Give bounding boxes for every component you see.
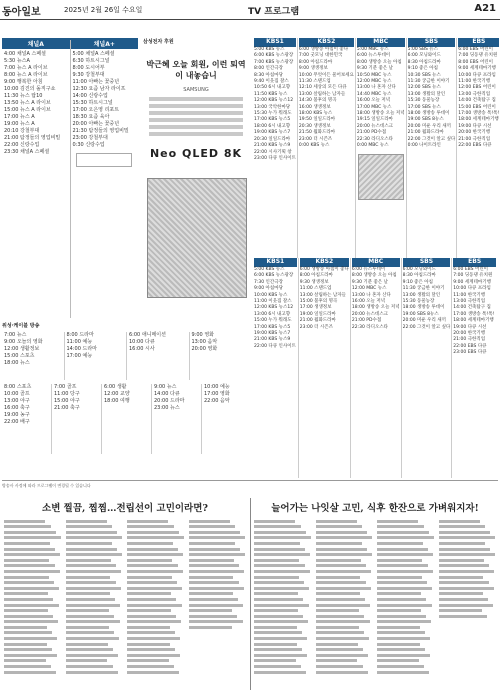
schedule-entry: 21:30 탐정들의 영업비밀 xyxy=(72,128,129,134)
schedule-entry: 15:30 하트시그널 xyxy=(72,100,113,106)
schedule-entry: 10:00 김진의 돌직구쇼 xyxy=(4,86,56,92)
ad-body-text xyxy=(149,97,243,139)
schedule-entry: 8:30 아침마당 xyxy=(254,72,283,78)
schedule-entry: 20:00 뉴스데스크 xyxy=(356,123,394,129)
schedule-entry: 15:30 누가 뭐래도 xyxy=(254,111,292,117)
schedule-entry: 9:00 아침마당 xyxy=(254,286,283,292)
schedule-list xyxy=(300,267,349,331)
schedule-entry: 7:00 딩동댕 유치원 xyxy=(458,53,498,59)
schedule-entry: 22:00 신랑수업 xyxy=(4,142,40,148)
tv-channel-column xyxy=(253,258,299,478)
schedule-entry: 20:30 생생정보 xyxy=(298,123,331,129)
schedule-entry: 7:00 뉴스 xyxy=(4,332,27,338)
channel-header: EBS xyxy=(458,38,499,47)
schedule-entry: 13:00 살림하는 남자들 xyxy=(299,292,346,298)
schedule-entry: 13:00 극한직업 xyxy=(458,91,491,97)
schedule-entry: 23:00 더 시즌즈 xyxy=(299,324,333,330)
schedule-entry: 6:00 모닝와이드 xyxy=(407,53,441,59)
schedule-entry: 0:00 KBS 뉴스 xyxy=(298,143,330,149)
schedule-entry: 22:30 라디오스타 xyxy=(356,136,394,142)
schedule-entry: 9:00 세계테마기행 xyxy=(453,279,491,285)
schedule-entry: 6:00 EBS 어린이 xyxy=(453,267,489,272)
schedule-entry: 22:00 EBS 다큐 xyxy=(453,343,487,349)
schedule-entry: 20:00 미운 우리 새끼 xyxy=(407,123,451,129)
channel-header: KBS1 xyxy=(254,38,296,47)
schedule-entry: 8:30 아침드라마 xyxy=(402,273,436,279)
schedule-entry: 13:00 극한직업 xyxy=(453,299,486,305)
schedule-entry: 6:00 뉴스투데이 xyxy=(356,53,391,59)
schedule-entry: 12:10 세상의 모든 다큐 xyxy=(298,85,347,91)
article-text-column xyxy=(187,517,249,687)
schedule-entry: 5:00 채널A 스페셜 xyxy=(72,51,115,57)
schedule-entry: 15:00 불후의 명곡 xyxy=(299,299,338,305)
schedule-entry: 13:00 나 혼자 산다 xyxy=(356,85,396,91)
schedule-entry: 18:00 KBS 뉴스 xyxy=(298,111,333,117)
schedule-entry: 4:00 채널A 스페셜 xyxy=(4,51,46,57)
cable-column xyxy=(102,384,152,454)
schedule-entry: 6:00 KBS 뉴스광장 xyxy=(254,273,294,279)
schedule-entry: 13:00 국악한마당 xyxy=(254,104,291,110)
schedule-list xyxy=(403,267,451,331)
tv-grid-row xyxy=(253,258,497,478)
schedule-list xyxy=(254,47,296,162)
tv-channel-column xyxy=(407,38,458,258)
schedule-entry: 11:00 아빠는 꽃중년 xyxy=(72,79,120,85)
schedule-list xyxy=(192,332,250,353)
schedule-list xyxy=(154,384,199,412)
schedule-entry: 16:00 축구 xyxy=(4,405,30,411)
schedule-entry: 12:00 KBS 뉴스12 xyxy=(254,98,294,104)
article-text-column xyxy=(437,517,499,687)
ad-photo-image xyxy=(147,178,247,298)
schedule-entry: 11:00 당구 xyxy=(54,391,80,397)
schedule-entry: 19:00 뉴스 A xyxy=(4,121,35,127)
schedule-entry: 9:30 기분 좋은 날 xyxy=(356,66,394,72)
schedule-entry: 8:00 도시어부 xyxy=(72,65,105,71)
channel-header: KBS2 xyxy=(299,38,354,47)
schedule-entry: 9:00 행복한 아침 xyxy=(4,79,43,85)
tv-schedule-grid xyxy=(253,38,500,478)
cable-column xyxy=(52,384,102,454)
schedule-entry: 20:10 강철부대 xyxy=(4,128,40,134)
cable-column xyxy=(202,384,251,454)
schedule-entry: 6:00 생활 xyxy=(104,384,127,390)
schedule-list xyxy=(453,267,496,357)
schedule-entry: 10:00 골프 xyxy=(4,391,30,397)
schedule-entry: 6:00 생방송 아침이 좋다 xyxy=(298,47,349,52)
schedule-entry: 16:00 오늘 저녁 xyxy=(351,299,386,305)
schedule-entry: 20:00 한국기행 xyxy=(453,331,486,337)
schedule-entry: 7:00 뉴스 A 라이브 xyxy=(4,65,48,71)
schedule-entry: 15:00 야구 xyxy=(54,398,80,404)
schedule-entry: 20:00 아빠는 꽃중년 xyxy=(72,121,120,127)
schedule-entry: 19:00 SBS 8뉴스 xyxy=(407,117,444,123)
schedule-entry: 8:00 아침드라마 xyxy=(299,273,333,279)
schedule-entry: 21:00 KBS 뉴스9 xyxy=(254,337,291,343)
schedule-entry: 23:00 강철부대 xyxy=(72,135,108,141)
tv-channel-column xyxy=(452,258,497,478)
schedule-list xyxy=(254,267,297,350)
schedule-entry: 21:00 PD수첩 xyxy=(351,318,382,324)
schedule-entry: 22:30 라디오스타 xyxy=(351,324,389,330)
article-headline: 소변 찔끔, 찜찜…전립선이 고민이라면? xyxy=(42,503,208,514)
cable-column xyxy=(65,332,128,380)
ad-headline: 박근혜 오늘 회원, 이런 퇴역이 내놓습니 xyxy=(146,60,246,80)
schedule-entry: 14:30 불후의 명곡 xyxy=(298,98,337,104)
article-body xyxy=(2,517,248,687)
schedule-entry: 17:00 예능 xyxy=(66,353,93,359)
schedule-entry: 15:30 동물농장 xyxy=(407,98,440,104)
schedule-entry: 5:00 KBS 뉴스 xyxy=(254,47,285,52)
schedule-entry: 23:00 다큐 인사이트 xyxy=(254,155,296,161)
schedule-entry: 9:30 기분 좋은 날 xyxy=(351,279,389,285)
cable-schedule xyxy=(2,322,251,462)
schedule-entry: 15:00 뉴스 A 라이브 xyxy=(4,107,51,113)
schedule-entry: 13:00 음악 xyxy=(191,339,218,345)
schedule-entry: 9:00 오늘의 영화 xyxy=(4,339,43,345)
cable-section-title: 위성·케이블 방송 xyxy=(2,323,40,329)
schedule-entry: 22:00 시사기획 창 xyxy=(254,149,292,155)
schedule-list xyxy=(299,47,354,150)
schedule-list xyxy=(4,51,68,156)
schedule-entry: 12:00 생활정보 xyxy=(4,346,40,352)
schedule-entry: 22:00 배구 xyxy=(4,419,30,425)
schedule-entry: 9:00 영화 xyxy=(191,332,214,338)
schedule-entry: 11:00 예능 xyxy=(66,339,93,345)
schedule-entry: 9:00 뉴스 xyxy=(154,384,177,390)
schedule-entry: 5:00 KBS 뉴스 xyxy=(254,267,285,272)
schedule-entry: 14:00 건축탐구 집 xyxy=(458,98,496,104)
ad-brand: SAMSUNG xyxy=(183,87,209,93)
schedule-entry: 17:00 SBS 뉴스 xyxy=(407,104,441,110)
advertisement xyxy=(143,38,249,318)
schedule-entry: 9:30 강철부대 xyxy=(72,72,105,78)
schedule-entry: 10:50 6시 내고향 xyxy=(254,85,291,91)
page-number: A21 xyxy=(474,3,496,14)
schedule-list xyxy=(357,47,405,150)
schedule-entry: 10:00 다큐 프라임 xyxy=(458,72,496,78)
schedule-entry: 17:00 MBC 뉴스 xyxy=(356,104,392,110)
article-text-column xyxy=(125,517,187,687)
schedule-entry: 10:00 다큐 xyxy=(129,339,155,345)
schedule-list xyxy=(4,332,62,367)
schedule-list xyxy=(73,51,137,149)
schedule-entry: 17:00 생방송 톡!톡! xyxy=(453,311,495,317)
schedule-column xyxy=(71,40,139,318)
channel-header: KBS1 xyxy=(254,258,297,267)
schedule-entry: 13:00 생활의 달인 xyxy=(402,292,441,298)
ad-sponsor: 삼성전자 후원 xyxy=(143,39,174,45)
schedule-entry: 0:30 신랑수업 xyxy=(72,142,105,148)
schedule-list xyxy=(104,384,149,405)
schedule-entry: 19:50 일일드라마 xyxy=(298,117,336,123)
cable-column xyxy=(152,384,202,454)
schedule-entry: 19:00 다큐 시선 xyxy=(458,123,492,129)
schedule-list xyxy=(408,47,456,150)
schedule-entry: 8:00 생방송 오늘 아침 xyxy=(351,273,397,279)
schedule-entry: 16:00 시사 xyxy=(129,346,155,352)
schedule-entry: 19:15 일일드라마 xyxy=(356,117,394,123)
schedule-entry: 19:00 KBS 뉴스7 xyxy=(254,331,291,337)
schedule-entry: 20:00 미운 우리 새끼 xyxy=(402,318,446,324)
tv-grid-row xyxy=(253,38,500,258)
schedule-entry: 11:30 뉴스 탑10 xyxy=(4,93,43,99)
schedule-entry: 15:30 동물농장 xyxy=(402,299,435,305)
schedule-entry: 10:00 무엇이든 물어보세요 xyxy=(298,72,354,78)
article-text-column xyxy=(252,517,314,687)
channel-a-schedule xyxy=(2,38,138,318)
schedule-entry: 13:00 나 혼자 산다 xyxy=(351,292,391,298)
article-text-column xyxy=(314,517,376,687)
schedule-list xyxy=(129,332,187,353)
schedule-entry: 20:30 일일드라마 xyxy=(254,136,291,142)
schedule-entry: 18:00 6시 내고향 xyxy=(254,123,291,129)
schedule-entry: 20:00 드라마 xyxy=(154,398,185,404)
masthead xyxy=(0,0,500,20)
newspaper-logo: 동아일보 xyxy=(2,7,41,18)
tv-channel-column xyxy=(402,258,453,478)
schedule-entry: 21:50 월화드라마 xyxy=(298,130,336,136)
schedule-entry: 13:00 생활의 달인 xyxy=(407,91,446,97)
schedule-entry: 10:00 예능 xyxy=(204,384,230,390)
schedule-entry: 5:00 MBC 뉴스 xyxy=(356,47,389,52)
schedule-entry: 0:00 나이트라인 xyxy=(407,143,441,149)
schedule-entry: 9:00 세계테마기행 xyxy=(458,66,496,72)
schedule-entry: 17:00 오은영 리포트 xyxy=(72,107,120,113)
schedule-entry: 22:00 그것이 알고 싶다 xyxy=(407,136,456,142)
schedule-entry: 14:00 건축탐구 집 xyxy=(453,305,491,311)
schedule-entry: 21:00 KBS 뉴스9 xyxy=(254,143,291,149)
schedule-entry: 17:00 생방송 톡!톡! xyxy=(458,111,500,117)
schedule-entry: 12:00 MBC 뉴스 xyxy=(351,286,387,292)
schedule-entry: 13:00 야구 xyxy=(4,398,30,404)
schedule-entry: 7:00 KBS 뉴스광장 xyxy=(254,59,294,65)
channel-header: KBS2 xyxy=(300,258,349,267)
schedule-entry: 10:50 MBC 뉴스 xyxy=(356,72,392,78)
schedule-entry: 11:30 궁금한 이야기 xyxy=(402,286,445,292)
schedule-entry: 13:00 6시 내고향 xyxy=(254,311,291,317)
section-title: TV 프로그램 xyxy=(248,7,300,17)
schedule-entry: 8:00 뉴스 A 라이브 xyxy=(4,72,48,78)
schedule-entry: 9:10 좋은 아침 xyxy=(402,279,433,285)
schedule-entry: 15:00 EBS 어린이 xyxy=(458,104,496,110)
channel-header: 채널A xyxy=(2,40,70,49)
schedule-entry: 7:00 굿모닝 대한민국 xyxy=(298,53,343,59)
cable-column xyxy=(127,332,190,380)
tv-channel-column xyxy=(351,258,402,478)
schedule-entry: 21:00 월화드라마 xyxy=(299,318,336,324)
schedule-entry: 19:00 농구 xyxy=(4,412,30,418)
schedule-entry: 9:10 좋은 아침 xyxy=(407,66,438,72)
schedule-list xyxy=(352,267,400,331)
sponsor-logo-image xyxy=(76,153,132,167)
schedule-entry: 22:00 음악 xyxy=(204,398,230,404)
schedule-entry: 18:00 세계테마기행 xyxy=(458,117,499,123)
schedule-entry: 20:00 영화 xyxy=(191,346,218,352)
schedule-list xyxy=(458,47,499,150)
schedule-entry: 6:00 애니메이션 xyxy=(129,332,166,338)
schedule-column xyxy=(2,40,71,318)
schedule-entry: 8:00 아침드라마 xyxy=(298,59,333,65)
schedule-list xyxy=(204,384,249,405)
cable-column xyxy=(2,384,52,454)
schedule-entry: 17:00 뉴스 A xyxy=(4,114,35,120)
channel-header: EBS xyxy=(453,258,496,267)
schedule-entry: 11:30 궁금한 이야기 xyxy=(407,79,450,85)
schedule-entry: 18:00 뉴스 xyxy=(4,360,30,366)
schedule-entry: 21:00 탐정들의 영업비밀 xyxy=(4,135,61,141)
schedule-entry: 23:30 채널A 스페셜 xyxy=(4,149,50,155)
schedule-entry: 10:00 KBS 뉴스 xyxy=(254,292,288,298)
channel-header: MBC xyxy=(357,38,405,47)
schedule-entry: 5:30 뉴스A xyxy=(4,58,30,64)
article-text-column xyxy=(64,517,126,687)
schedule-entry: 12:00 SBS 뉴스 xyxy=(407,85,441,91)
schedule-entry: 9:30 생생정보 xyxy=(299,279,329,285)
channel-header: 채널A+ xyxy=(71,40,139,49)
schedule-entry: 6:00 EBS 어린이 xyxy=(458,47,493,52)
schedule-entry: 18:00 여행 xyxy=(104,398,130,404)
schedule-entry: 12:00 EBS 어린이 xyxy=(458,85,496,91)
tv-channel-column xyxy=(253,38,298,258)
schedule-entry: 20:00 뉴스데스크 xyxy=(351,311,389,317)
article-text-column xyxy=(2,517,64,687)
schedule-entry: 21:00 극한직업 xyxy=(458,136,491,142)
schedule-entry: 20:00 한국기행 xyxy=(458,130,491,136)
schedule-entry: 11:50 KBS 뉴스 xyxy=(254,91,288,97)
schedule-entry: 12:00 MBC 뉴스 xyxy=(356,79,392,85)
schedule-entry: 22:00 EBS 다큐 xyxy=(458,143,492,149)
schedule-entry: 14:40 MBC 뉴스 xyxy=(356,91,392,97)
article-weight xyxy=(252,500,498,690)
schedule-entry: 19:00 일일드라마 xyxy=(299,311,336,317)
schedule-entry: 12:00 교양 xyxy=(104,391,130,397)
article-body xyxy=(252,517,498,687)
schedule-entry: 11:00 스탠드업 xyxy=(299,286,332,292)
issue-date: 2025년 2월 26일 수요일 xyxy=(64,6,143,14)
cable-column xyxy=(190,332,252,380)
schedule-entry: 11:00 한국기행 xyxy=(458,79,491,85)
article-prostate xyxy=(2,500,248,690)
article-headline: 늘어가는 나잇살 고민, 식후 한잔으로 가벼워지자! xyxy=(271,503,479,514)
schedule-entry: 13:00 살림하는 남자들 xyxy=(298,91,346,97)
schedule-entry: 18:00 세계테마기행 xyxy=(453,318,494,324)
schedule-entry: 6:00 뉴스투데이 xyxy=(351,267,386,272)
schedule-entry: 6:00 생방송 아침이 좋다 xyxy=(299,267,349,272)
schedule-entry: 23:00 EBS 다큐 xyxy=(453,350,487,356)
schedule-entry: 19:00 SBS 8뉴스 xyxy=(402,311,439,317)
schedule-entry: 18:00 생방송 투데이 xyxy=(402,305,445,311)
schedule-list xyxy=(54,384,99,412)
schedule-entry: 12:30 요즘 남자 라이프 xyxy=(72,86,126,92)
schedule-entry: 13:50 뉴스 A 라이브 xyxy=(4,100,51,106)
schedule-entry: 17:00 KBS 뉴스5 xyxy=(254,117,291,123)
schedule-entry: 18:30 요즘 육아 xyxy=(72,114,110,120)
schedule-footnote: 방송사 사정에 따라 프로그램이 변경될 수 있습니다 xyxy=(2,480,498,490)
schedule-entry: 17:00 생생정보 xyxy=(299,305,332,311)
schedule-entry: 21:00 극한직업 xyxy=(453,337,486,343)
schedule-list xyxy=(4,384,49,426)
schedule-entry: 23:00 뉴스 xyxy=(154,405,180,411)
schedule-entry: 19:00 다큐 시선 xyxy=(453,324,487,330)
schedule-entry: 9:40 이웃집 찰스 xyxy=(254,79,289,85)
schedule-entry: 11:30 스탠드업 xyxy=(298,79,331,85)
column-divider xyxy=(250,498,251,690)
schedule-list xyxy=(67,332,125,360)
schedule-entry: 18:00 생방송 오늘 저녁 xyxy=(351,305,400,311)
schedule-entry: 21:00 축구 xyxy=(54,405,80,411)
schedule-entry: 22:00 그것이 알고 싶다 xyxy=(402,324,451,330)
schedule-entry: 12:00 KBS 뉴스12 xyxy=(254,305,294,311)
schedule-entry: 7:00 딩동댕 유치원 xyxy=(453,273,493,279)
channel-header: MBC xyxy=(352,258,400,267)
schedule-entry: 6:00 KBS 뉴스광장 xyxy=(254,53,294,59)
schedule-entry: 18:00 생방송 오늘 저녁 xyxy=(356,111,405,117)
schedule-entry: 8:30 아침드라마 xyxy=(407,59,441,65)
schedule-entry: 10:30 SBS 뉴스 xyxy=(407,72,441,78)
schedule-entry: 8:00 EBS 어린이 xyxy=(458,59,493,65)
schedule-entry: 18:00 생방송 투데이 xyxy=(407,111,450,117)
tv-channel-column xyxy=(298,38,356,258)
channel-header: SBS xyxy=(403,258,451,267)
tv-channel-column xyxy=(356,38,407,258)
schedule-entry: 11:00 이웃집 찰스 xyxy=(254,299,292,305)
schedule-entry: 8:00 스포츠 xyxy=(4,384,32,390)
schedule-entry: 17:00 KBS 뉴스5 xyxy=(254,324,291,330)
schedule-entry: 11:00 한국기행 xyxy=(453,292,486,298)
schedule-entry: 8:00 생방송 오늘 아침 xyxy=(356,59,402,65)
schedule-entry: 14:00 다큐 xyxy=(154,391,180,397)
tv-channel-column xyxy=(457,38,500,258)
schedule-entry: 8:00 드라마 xyxy=(66,332,94,338)
schedule-entry: 6:30 하트시그널 xyxy=(72,58,110,64)
cable-column xyxy=(2,332,65,380)
schedule-entry: 16:00 오늘 저녁 xyxy=(356,98,391,104)
schedule-entry: 21:00 월화드라마 xyxy=(407,130,444,136)
program-photo-image xyxy=(358,154,404,200)
schedule-entry: 7:30 인간극장 xyxy=(254,279,283,285)
schedule-entry: 5:00 SBS 뉴스 xyxy=(407,47,438,52)
ad-product-name: Neo QLED 8K xyxy=(149,147,243,160)
schedule-entry: 19:00 KBS 뉴스7 xyxy=(254,130,291,136)
schedule-entry: 7:00 골프 xyxy=(54,384,77,390)
schedule-entry: 23:00 더 시즌즈 xyxy=(298,136,333,142)
tv-channel-column xyxy=(299,258,351,478)
article-text-column xyxy=(375,517,437,687)
schedule-entry: 8:00 인간극장 xyxy=(254,66,283,72)
schedule-entry: 10:00 다큐 프라임 xyxy=(453,286,491,292)
schedule-entry: 0:00 MBC 뉴스 xyxy=(356,143,389,149)
schedule-entry: 22:00 다큐 인사이트 xyxy=(254,343,296,349)
schedule-entry: 15:00 누가 뭐래도 xyxy=(254,318,292,324)
schedule-entry: 6:00 모닝와이드 xyxy=(402,267,436,272)
schedule-entry: 14:00 드라마 xyxy=(66,346,97,352)
schedule-entry: 15:00 스포츠 xyxy=(4,353,35,359)
schedule-entry: 9:00 생생정보 xyxy=(298,66,328,72)
schedule-entry: 21:00 PD수첩 xyxy=(356,130,387,136)
schedule-entry: 16:00 생생정보 xyxy=(298,104,331,110)
schedule-entry: 17:00 영화 xyxy=(204,391,230,397)
channel-header: SBS xyxy=(408,38,456,47)
schedule-entry: 14:00 신랑수업 xyxy=(72,93,108,99)
